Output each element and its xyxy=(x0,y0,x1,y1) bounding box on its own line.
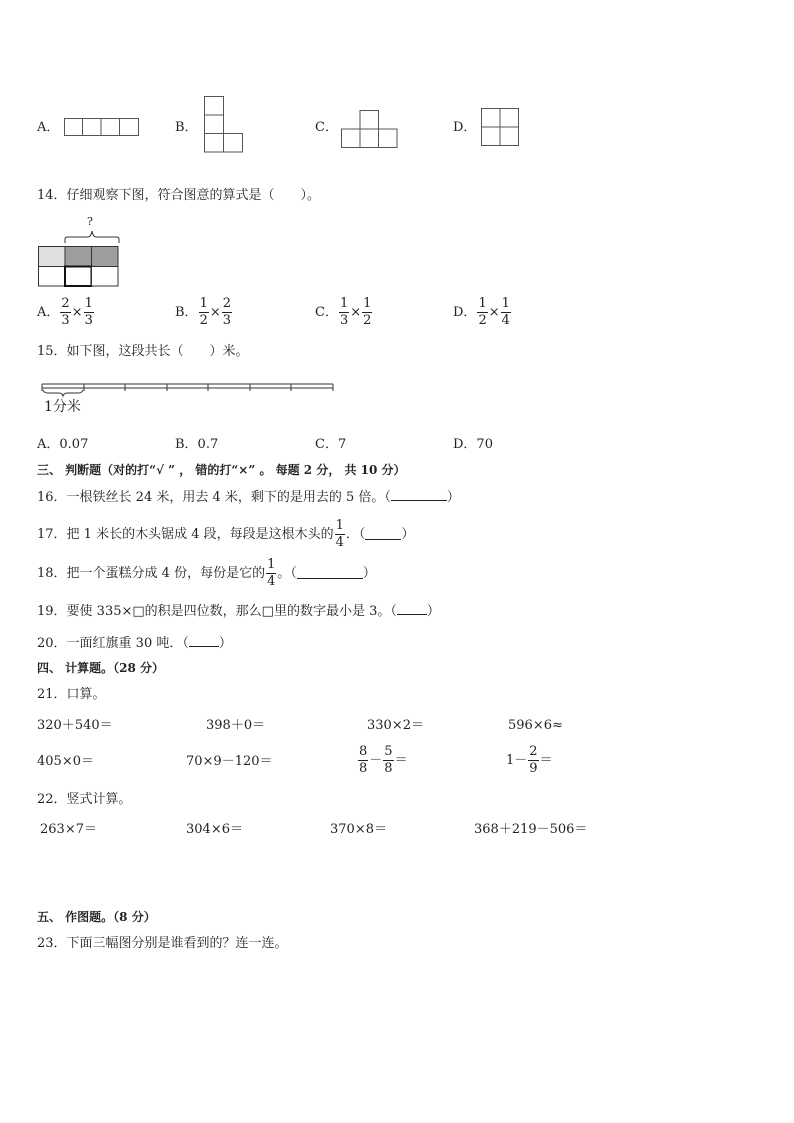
fraction xyxy=(362,297,372,327)
question-text: 18．把一个蛋糕分成 4 份，每份是它的 xyxy=(37,565,266,581)
section-5-heading: 五、 作图题。（8 分） xyxy=(37,910,156,924)
fraction xyxy=(60,297,70,327)
calc-item: 405×0＝ xyxy=(37,754,94,769)
denominator: 3 xyxy=(61,312,70,328)
numerator: 2 xyxy=(529,744,538,759)
numerator: 1 xyxy=(199,296,208,311)
prefix: 1－ xyxy=(506,752,528,768)
answer-blank[interactable] xyxy=(397,604,427,615)
equals: ＝ xyxy=(394,752,408,768)
calc-item: 320＋540＝ xyxy=(37,718,113,733)
denominator: 3 xyxy=(84,312,93,328)
q14-option-b[interactable] xyxy=(175,297,233,327)
denominator: 8 xyxy=(359,760,368,776)
q15-option-c[interactable]: C．7 xyxy=(315,437,347,452)
question-23: 23．下面三幅图分别是谁看到的？连一连。 xyxy=(37,936,288,951)
numerator: 1 xyxy=(267,557,276,572)
calc-item: 304×6＝ xyxy=(186,822,243,837)
option-c-label: C． xyxy=(315,120,338,135)
q14-option-c[interactable] xyxy=(315,297,373,327)
q14-option-a[interactable] xyxy=(37,297,95,327)
ruler-label: 1分米 xyxy=(44,399,81,415)
calc-item: 330×2＝ xyxy=(367,718,424,733)
answer-blank[interactable] xyxy=(297,568,363,579)
numerator: 1 xyxy=(84,296,93,311)
fraction xyxy=(266,558,276,588)
after-text: ．（ xyxy=(345,526,366,542)
ruler-line xyxy=(42,382,336,396)
numerator: 5 xyxy=(384,744,393,759)
option-label: A． xyxy=(37,304,60,320)
question-16 xyxy=(37,490,460,504)
numerator: 1 xyxy=(478,296,487,311)
fraction-grid xyxy=(38,246,120,288)
numerator: 1 xyxy=(363,296,372,311)
question-21: 21．口算。 xyxy=(37,687,106,702)
denominator: 9 xyxy=(529,760,538,776)
fraction xyxy=(199,297,209,327)
operator: × xyxy=(488,304,500,320)
calc-item: 368＋219－506＝ xyxy=(474,822,588,837)
q15-option-d[interactable]: D．70 xyxy=(453,437,493,452)
question-17 xyxy=(37,519,414,549)
option-b-figure xyxy=(204,96,246,154)
close-paren: ） xyxy=(362,565,376,581)
fraction xyxy=(339,297,349,327)
operator: × xyxy=(71,304,83,320)
question-text: 19．要使 335×□的积是四位数，那么□里的数字最小是 3。（ xyxy=(37,604,397,619)
equals: ＝ xyxy=(539,752,553,768)
denominator: 2 xyxy=(199,312,208,328)
calc-item: 263×7＝ xyxy=(40,822,97,837)
question-20 xyxy=(37,636,232,650)
option-label: B． xyxy=(175,304,198,320)
fraction xyxy=(335,519,345,549)
operator: － xyxy=(369,752,383,768)
section-3-heading: 三、 判断题（对的打“√ ” ， 错的打“×” 。 每题 2 分， 共 10 分） xyxy=(37,463,406,477)
fraction xyxy=(358,745,368,775)
operator: × xyxy=(350,304,362,320)
q14-option-d[interactable] xyxy=(453,297,512,327)
close-paren: ） xyxy=(218,636,232,651)
option-a-label: A． xyxy=(37,120,60,135)
question-text: 20．一面红旗重 30 吨．（ xyxy=(37,636,189,651)
fraction xyxy=(383,745,393,775)
answer-blank[interactable] xyxy=(391,490,447,501)
question-19 xyxy=(37,604,440,618)
q15-option-a[interactable]: A．0.07 xyxy=(37,437,89,452)
denominator: 2 xyxy=(478,312,487,328)
close-paren: ） xyxy=(426,604,440,619)
option-d-label: D． xyxy=(453,120,477,135)
question-14: 14．仔细观察下图，符合图意的算式是（ ）。 xyxy=(37,188,321,203)
question-22: 22．竖式计算。 xyxy=(37,792,132,807)
calc-item: 596×6≈ xyxy=(508,718,563,733)
answer-blank[interactable] xyxy=(189,636,219,647)
numerator: 8 xyxy=(359,744,368,759)
option-c-figure xyxy=(341,110,399,150)
fraction xyxy=(222,297,232,327)
denominator: 2 xyxy=(363,312,372,328)
close-paren: ） xyxy=(446,490,460,505)
question-text: 17．把 1 米长的木头锯成 4 段，每段是这根木头的 xyxy=(37,526,334,542)
answer-blank[interactable] xyxy=(365,529,401,540)
option-b-label: B． xyxy=(175,120,198,135)
option-a-figure xyxy=(64,118,140,138)
operator: × xyxy=(209,304,221,320)
calc-item-fraction xyxy=(357,745,408,775)
calc-item-fraction xyxy=(506,745,553,775)
fraction xyxy=(528,745,538,775)
denominator: 4 xyxy=(267,573,276,589)
denominator: 4 xyxy=(501,312,510,328)
fraction xyxy=(84,297,94,327)
option-d-figure xyxy=(481,108,521,148)
section-4-heading: 四、 计算题。（28 分） xyxy=(37,661,165,675)
numerator: 2 xyxy=(61,296,70,311)
question-text: 16．一根铁丝长 24 米，用去 4 米，剩下的是用去的 5 倍。（ xyxy=(37,490,391,505)
question-mark-label: ? xyxy=(87,215,93,228)
numerator: 1 xyxy=(335,518,344,533)
q15-option-b[interactable]: B．0.7 xyxy=(175,437,219,452)
option-label: C． xyxy=(315,304,338,320)
after-text: 。（ xyxy=(277,565,297,581)
calc-item: 70×9－120＝ xyxy=(186,754,273,769)
close-paren: ） xyxy=(401,526,415,542)
denominator: 8 xyxy=(384,760,393,776)
denominator: 3 xyxy=(339,312,349,328)
option-label: D． xyxy=(453,304,477,320)
question-15: 15．如下图，这段共长（ ）米。 xyxy=(37,344,249,359)
denominator: 3 xyxy=(222,312,232,328)
calc-item: 398＋0＝ xyxy=(206,718,266,733)
fraction xyxy=(501,297,511,327)
denominator: 4 xyxy=(335,534,344,550)
calc-item: 370×8＝ xyxy=(330,822,387,837)
numerator: 2 xyxy=(222,296,232,311)
bracket-brace xyxy=(64,229,120,245)
numerator: 1 xyxy=(339,296,349,311)
question-18 xyxy=(37,558,376,588)
numerator: 1 xyxy=(501,296,510,311)
fraction xyxy=(477,297,487,327)
